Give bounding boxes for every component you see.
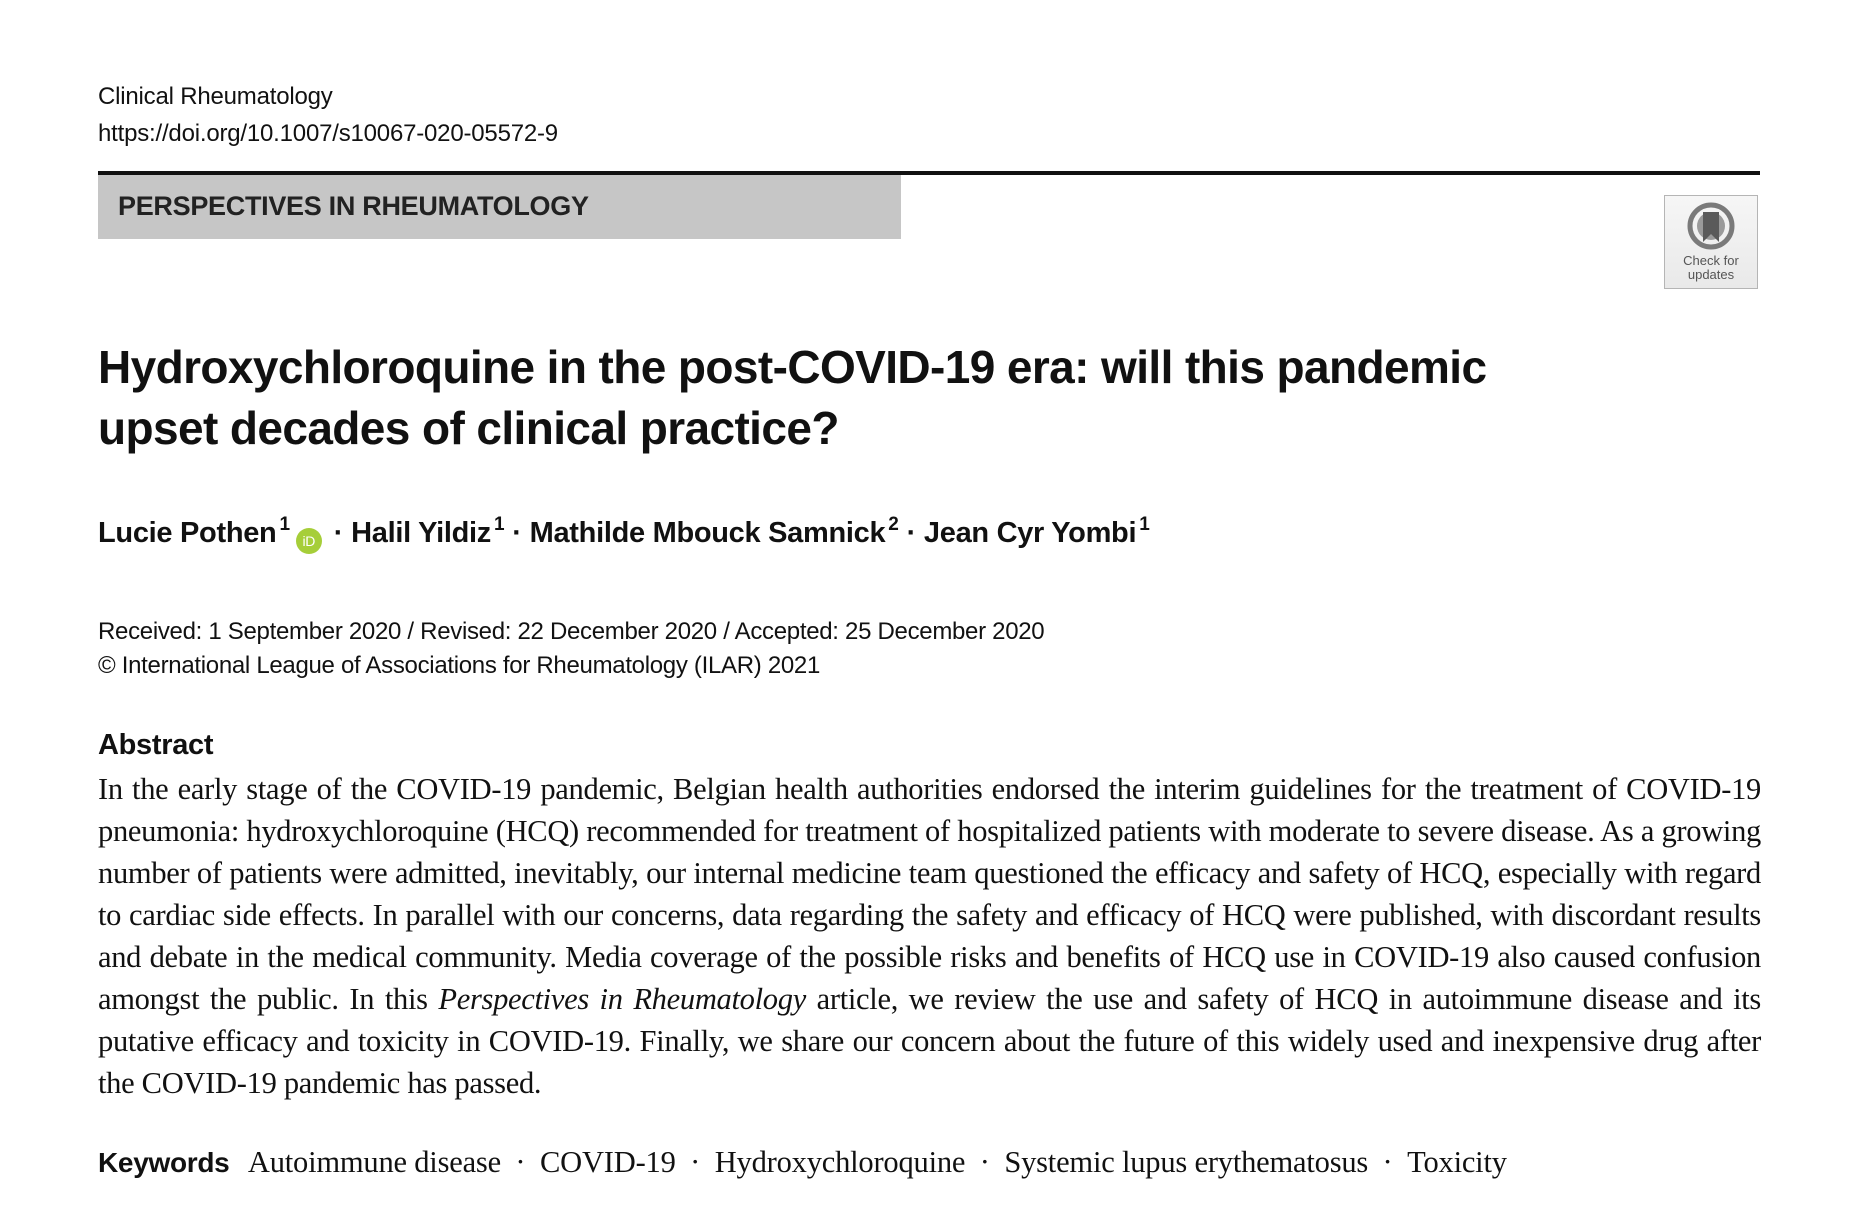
abstract-text-part: article, we review the use and safety of HCQ in autoimmune disease and its putative efficacy and toxicity in COVID-19. Finally, we share our concern about the future of this widely used and inexpensive drug after the COVID-19 pandemic has passed. <box>98 982 1761 1100</box>
keyword[interactable]: Systemic lupus erythematosus <box>1004 1145 1369 1179</box>
article-dates: Received: 1 September 2020 / Revised: 22 December 2020 / Accepted: 25 December 2020 <box>98 618 1045 645</box>
keyword[interactable]: Autoimmune disease <box>247 1145 501 1179</box>
section-label: PERSPECTIVES IN RHEUMATOLOGY <box>118 191 589 221</box>
author-affiliation: 1 <box>279 514 290 535</box>
author-separator: · <box>512 517 522 549</box>
abstract-italic-text: Perspectives in Rheumatology <box>438 982 806 1016</box>
keyword-separator: · <box>515 1145 526 1179</box>
author-name[interactable]: Mathilde Mbouck Samnick <box>529 517 886 549</box>
keyword[interactable]: Toxicity <box>1407 1145 1507 1179</box>
article-title: Hydroxychloroquine in the post-COVID-19 era: will this pandemic upset decades of clinical practice? <box>98 341 1487 454</box>
doi-link[interactable]: https://doi.org/10.1007/s10067-020-05572-9 <box>98 120 558 147</box>
author-list <box>98 513 1150 554</box>
journal-name: Clinical Rheumatology <box>98 83 333 110</box>
orcid-icon[interactable]: iD <box>296 528 322 554</box>
keyword[interactable]: COVID-19 <box>540 1145 676 1179</box>
author-affiliation: 2 <box>888 514 899 535</box>
keywords-line <box>98 1145 1507 1180</box>
abstract-heading: Abstract <box>98 729 214 761</box>
check-for-updates-icon <box>1687 202 1735 252</box>
author-separator: · <box>906 517 916 549</box>
author-name[interactable]: Halil Yildiz <box>351 517 491 549</box>
author-name[interactable]: Jean Cyr Yombi <box>923 517 1137 549</box>
copyright-notice: © International League of Associations for Rheumatology (ILAR) 2021 <box>98 652 821 679</box>
check-for-updates-label <box>1665 254 1757 282</box>
author-name[interactable]: Lucie Pothen <box>98 517 277 549</box>
keywords-label: Keywords <box>98 1147 230 1178</box>
author-separator: · <box>333 517 344 549</box>
keyword-separator: · <box>1382 1145 1393 1179</box>
keyword-separator: · <box>690 1145 701 1179</box>
check-for-updates-text: Check for updates <box>1683 253 1739 282</box>
keyword-separator: · <box>979 1145 990 1179</box>
check-for-updates-button[interactable] <box>1664 195 1758 289</box>
author-affiliation: 1 <box>1139 514 1150 535</box>
author-affiliation: 1 <box>493 514 505 535</box>
keyword[interactable]: Hydroxychloroquine <box>714 1145 966 1179</box>
abstract-text-part: In the early stage of the COVID-19 pandemic, Belgian health authorities endorsed the interim guidelines for the treatment of COVID-19 pneumonia: hydroxychloroquine (HCQ) recommended for treatment of hospitalized patients with moderate to severe disease. As a growing number of patients were admitted, inevitably, our internal medicine team questioned the efficacy and safety of HCQ, especially with regard to cardiac side effects. In parallel with our concerns, data regarding the safety and efficacy of HCQ were published, with discordant results and debate in the medical community. Media coverage of the possible risks and benefits of HCQ use in COVID-19 also caused confusion amongst the public. In this <box>98 772 1761 1016</box>
abstract-text <box>98 768 1761 1104</box>
